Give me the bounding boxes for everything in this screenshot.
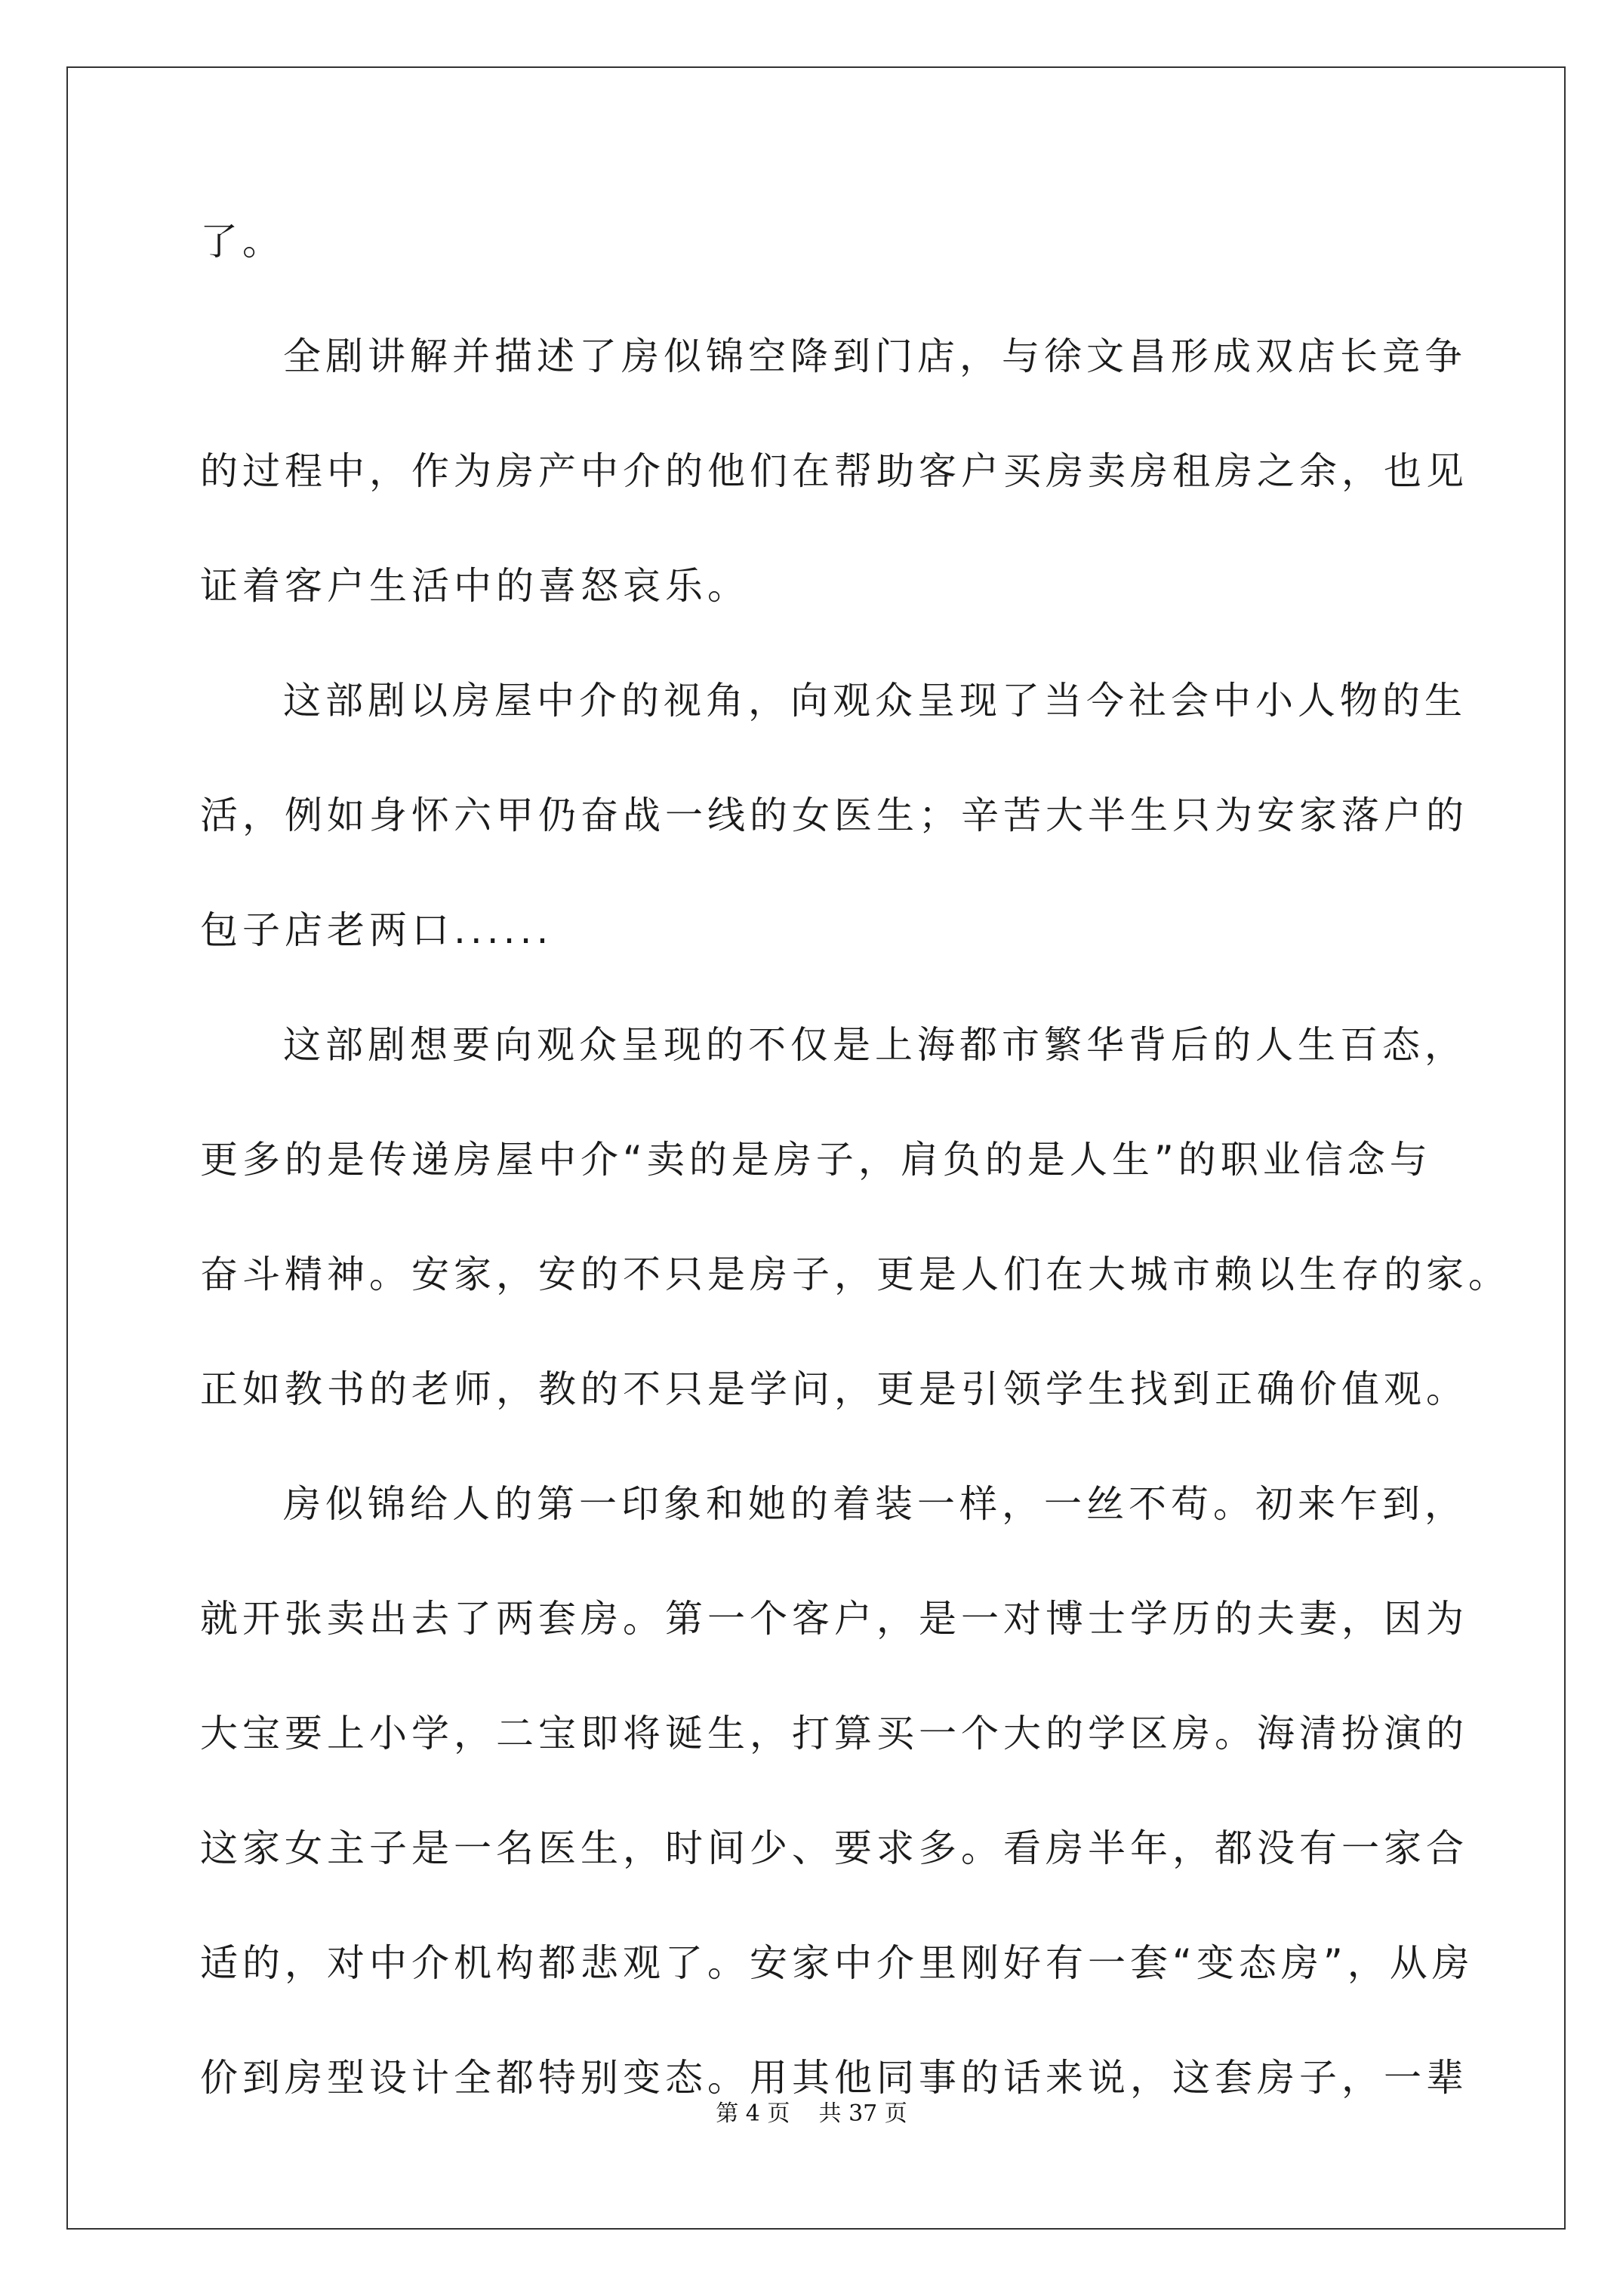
text-line: 适的，对中介机构都悲观了。安家中介里刚好有一套“变态房”，从房 (200, 1941, 1474, 1985)
page-total: 共 37 页 (818, 2100, 907, 2127)
text-line: 更多的是传递房屋中介“卖的是房子，肩负的是人生”的职业信念与 (200, 1138, 1432, 1182)
text-line: 全剧讲解并描述了房似锦空降到门店，与徐文昌形成双店长竞争 (283, 334, 1467, 378)
text-line: 就开张卖出去了两套房。第一个客户，是一对博士学历的夫妻，因为 (200, 1597, 1468, 1641)
page-footer (0, 2100, 1623, 2128)
footer-separator (790, 2100, 818, 2127)
text-line: 这部剧想要向观众呈现的不仅是上海都市繁华背后的人生百态， (283, 1023, 1467, 1067)
text-line: 价到房型设计全都特别变态。用其他同事的话来说，这套房子，一辈 (200, 2056, 1468, 2100)
text-line: 的过程中，作为房产中介的他们在帮助客户买房卖房租房之余，也见 (200, 449, 1468, 493)
text-line: 房似锦给人的第一印象和她的着装一样，一丝不苟。初来乍到， (283, 1482, 1467, 1526)
text-line: 这家女主子是一名医生，时间少、要求多。看房半年，都没有一家合 (200, 1826, 1468, 1870)
text-line: 奋斗精神。安家，安的不只是房子，更是人们在大城市赖以生存的家。 (200, 1253, 1511, 1296)
text-line: 这部剧以房屋中介的视角，向观众呈现了当今社会中小人物的生 (283, 679, 1467, 723)
text-line: 活，例如身怀六甲仍奋战一线的女医生；辛苦大半生只为安家落户的 (200, 794, 1468, 837)
text-line: 了。 (200, 220, 285, 264)
text-line: 包子店老两口...... (200, 908, 553, 952)
text-line: 证着客户生活中的喜怒哀乐。 (200, 564, 750, 608)
page-number: 第 4 页 (716, 2100, 790, 2127)
text-line: 大宝要上小学，二宝即将诞生，打算买一个大的学区房。海清扮演的 (200, 1712, 1468, 1755)
text-line: 正如教书的老师，教的不只是学问，更是引领学生找到正确价值观。 (200, 1367, 1468, 1411)
